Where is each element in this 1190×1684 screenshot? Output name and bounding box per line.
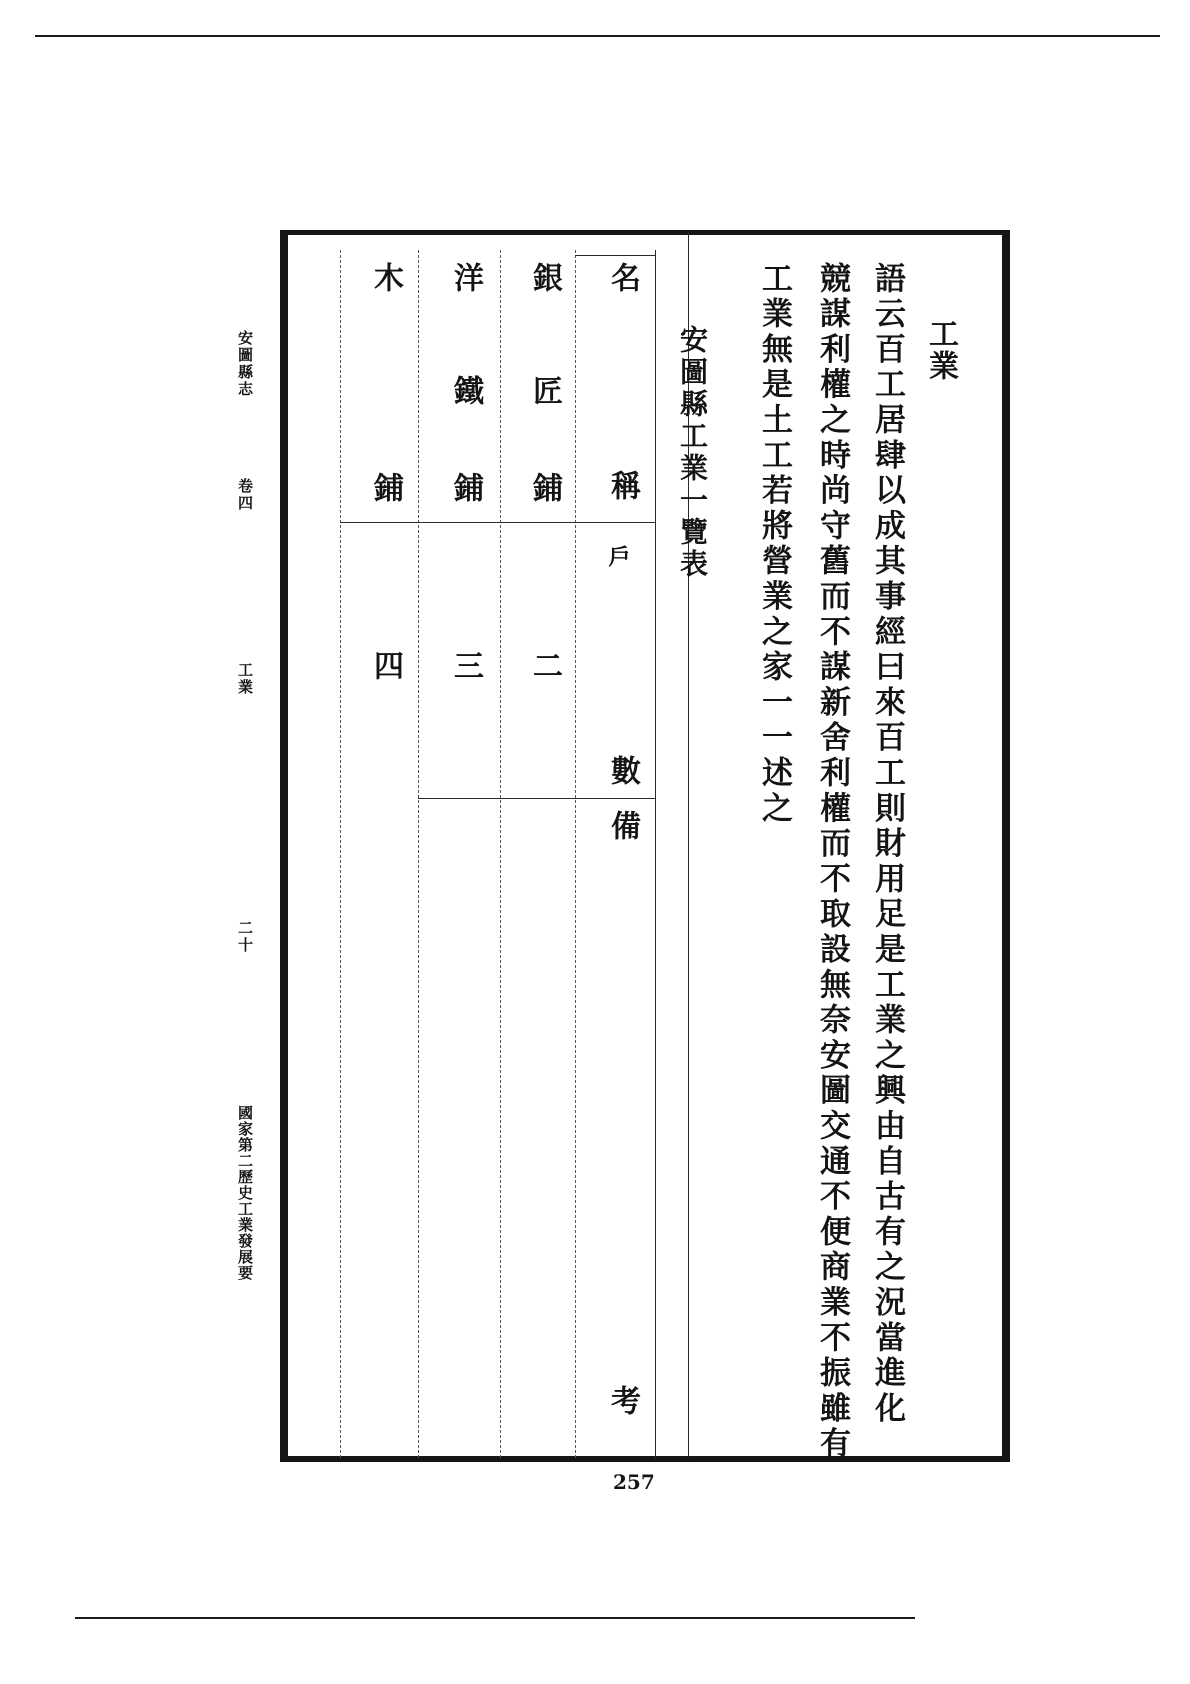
row1-name-char2: 匠	[527, 375, 562, 405]
table-row-line	[340, 522, 655, 523]
row3-count: 四	[368, 650, 403, 680]
body-text-line-3: 工業無是土工若將營業之家一一述之	[756, 262, 792, 827]
margin-publisher: 國家第二歷史工業發展要	[236, 1105, 254, 1281]
table-row-line	[575, 255, 655, 256]
page-number: 257	[613, 1470, 655, 1494]
margin-chapter: 工業	[236, 662, 254, 696]
table-caption: 安圖縣工業一覽表	[676, 325, 709, 581]
row2-name-char2: 鐵	[448, 375, 483, 405]
header-name-sub: 稱	[605, 470, 640, 500]
row2-count: 三	[448, 650, 483, 680]
row2-suffix: 鋪	[448, 472, 483, 502]
margin-book-title: 安圖縣志	[236, 330, 254, 398]
margin-leaf: 二十	[236, 920, 254, 954]
table-row-line	[418, 798, 655, 799]
table-col-line	[340, 250, 341, 1458]
table-col-line	[500, 250, 501, 1458]
body-text-line-2: 競謀利權之時尚守舊而不謀新舍利權而不取設無奈安圖交通不便商業不振雖有	[814, 262, 850, 1463]
row3-name-char1: 木	[368, 262, 403, 292]
header-remarks-top: 備	[605, 810, 640, 840]
header-count-bottom: 數	[605, 755, 640, 785]
table-col-line	[575, 250, 576, 1458]
row2-name-char1: 洋	[448, 262, 483, 292]
header-count-top: 戶	[605, 545, 631, 567]
row3-suffix: 鋪	[368, 472, 403, 502]
bottom-rule	[75, 1617, 915, 1619]
row1-name-char1: 銀	[527, 262, 562, 292]
section-heading: 工業	[923, 318, 958, 382]
header-remarks-bottom: 考	[605, 1385, 640, 1415]
row1-count: 二	[527, 650, 562, 680]
margin-volume: 卷四	[236, 478, 254, 512]
row1-suffix: 鋪	[527, 472, 562, 502]
table-col-line	[655, 250, 656, 1458]
body-text-line-1: 語云百工居肆以成其事經曰來百工則財用足是工業之興由自古有之況當進化	[869, 262, 905, 1427]
header-name: 名	[605, 262, 640, 292]
table-col-line	[418, 250, 419, 1458]
top-rule	[35, 35, 1160, 37]
